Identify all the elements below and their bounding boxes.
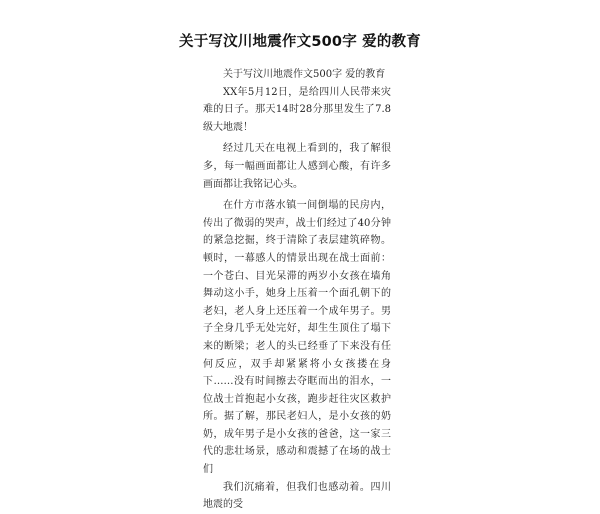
- paragraph-date: XX年5月12日，是给四川人民带来灾难的日子。那天14时28分那里发生了7.8级大地震！: [203, 86, 391, 133]
- paragraph-rescue-story: 在什方市落水镇一间倒塌的民房内，传出了微弱的哭声，战士们经过了40分钟的紧急挖掘，终于清除了表层建筑碎物。顿时，一幕感人的情景出现在战士面前：一个苍白、目光呆滞的两岁小女孩在墙角舞动这小手，她身上压着一个面孔朝下的老妇，老人身上还压着一个成年男子。男子全身几乎无处完好，却生生顶住了塌下来的断梁；老人的头已经垂了下来没有任何反应，双手却紧紧将小女孩搂在身下……没有时间擦去夺眶而出的泪水，一位战士首抱起小女孩，跑步赶往灾区救护所。据了解，那民老妇人，是小女孩的奶奶，成年男子是小女孩的爸爸，这一家三代的悲壮场景，感动和震撼了在场的战士们: [203, 200, 391, 476]
- paragraph-tv-images: 经过几天在电视上看到的，我了解很多，每一幅画面都让人感到心酸，有许多画面都让我铭记心头。: [203, 143, 391, 190]
- document-title: 关于写汶川地震作文500字 爱的教育: [179, 34, 421, 50]
- document-body: [203, 66, 391, 514]
- paragraph-closing: 我们沉痛着，但我们也感动着。四川地震的受: [203, 481, 391, 511]
- paragraph-heading-repeat: 关于写汶川地震作文500字 爱的教育: [223, 69, 386, 80]
